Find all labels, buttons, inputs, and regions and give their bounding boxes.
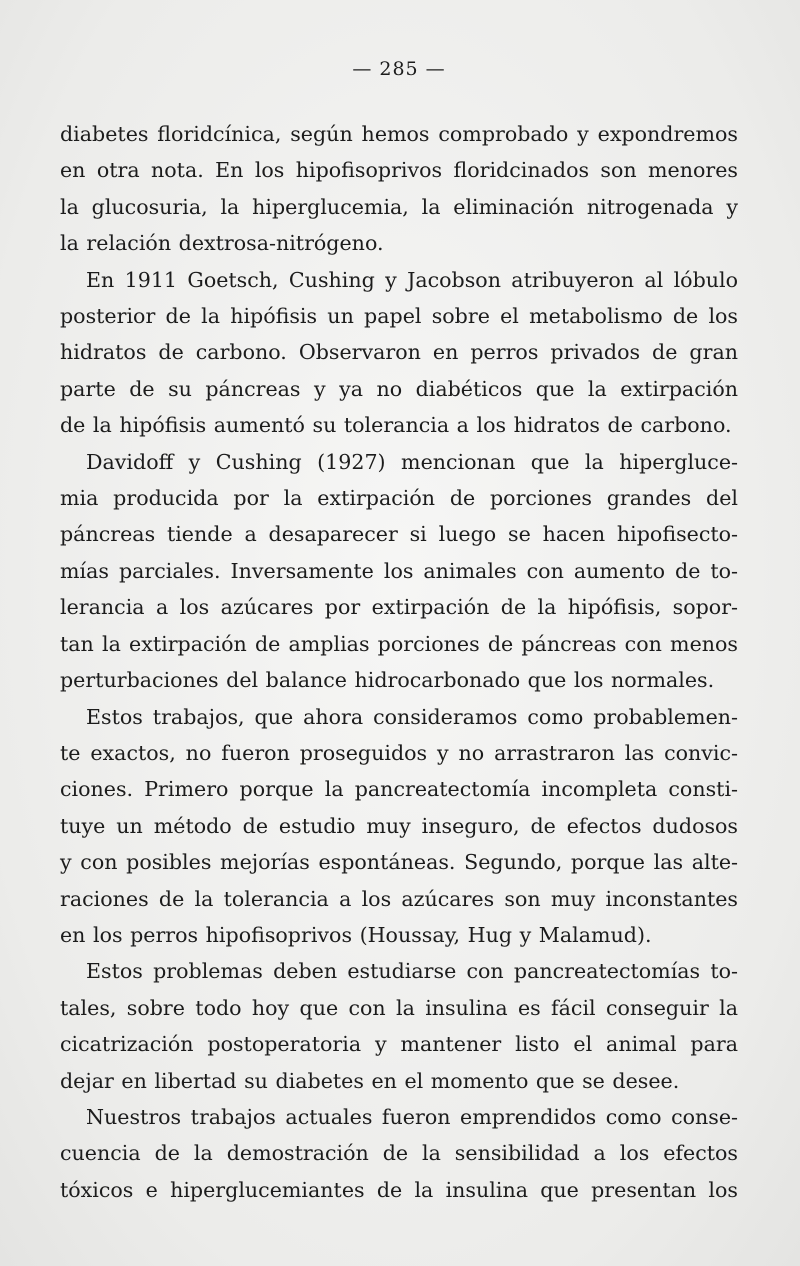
- text-line: hidratos de carbono. Observaron en perros privados de gran: [60, 340, 738, 365]
- text-line: y con posibles mejorías espontáneas. Segundo, porque las alte-: [60, 850, 738, 875]
- text-line: En 1911 Goetsch, Cushing y Jacobson atribuyeron al lóbulo: [86, 267, 738, 292]
- text-line: mia producida por la extirpación de porciones grandes del: [60, 486, 738, 511]
- text-line: tuye un método de estudio muy inseguro, de efectos dudosos: [60, 813, 738, 838]
- text-line: tóxicos e hiperglucemiantes de la insulina que presentan los: [60, 1177, 738, 1202]
- page-number: — 285 —: [352, 58, 446, 80]
- text-line: parte de su páncreas y ya no diabéticos que la extirpación: [60, 376, 738, 401]
- text-line: dejar en libertad su diabetes en el momento que se desee.: [60, 1068, 680, 1093]
- text-line: posterior de la hipófisis un papel sobre el metabolismo de los: [60, 304, 738, 329]
- text-line: Estos problemas deben estudiarse con pancreatectomías to-: [86, 959, 738, 984]
- text-line: tales, sobre todo hoy que con la insulina es fácil conseguir la: [60, 995, 738, 1020]
- body-text: [60, 116, 738, 1208]
- text-line: mías parciales. Inversamente los animales con aumento de to-: [60, 558, 738, 583]
- text-line: raciones de la tolerancia a los azúcares son muy inconstantes: [60, 886, 738, 911]
- text-line: cuencia de la demostración de la sensibilidad a los efectos: [60, 1141, 738, 1166]
- text-line: Davidoff y Cushing (1927) mencionan que la hipergluce-: [86, 449, 738, 474]
- text-line: en otra nota. En los hipofisoprivos floridcinados son menores: [60, 158, 738, 183]
- text-line: Nuestros trabajos actuales fueron emprendidos como conse-: [86, 1104, 738, 1129]
- text-line: Estos trabajos, que ahora consideramos como probablemen-: [86, 704, 738, 729]
- text-line: diabetes floridcínica, según hemos comprobado y expondremos: [60, 122, 738, 146]
- text-line: ciones. Primero porque la pancreatectomía incompleta consti-: [60, 777, 738, 802]
- text-line: de la hipófisis aumentó su tolerancia a los hidratos de carbono.: [60, 413, 732, 438]
- text-line: páncreas tiende a desaparecer si luego se hacen hipofisecto-: [60, 522, 738, 547]
- text-line: lerancia a los azúcares por extirpación de la hipófisis, sopor-: [60, 595, 738, 620]
- text-line: en los perros hipofisoprivos (Houssay, Hug y Malamud).: [60, 922, 652, 947]
- text-line: la glucosuria, la hiperglucemia, la eliminación nitrogenada y: [60, 194, 738, 219]
- text-line: tan la extirpación de amplias porciones de páncreas con menos: [60, 631, 738, 656]
- text-line: perturbaciones del balance hidrocarbonado que los normales.: [60, 668, 715, 693]
- text-line: cicatrización postoperatoria y mantener listo el animal para: [60, 1032, 738, 1057]
- text-line: te exactos, no fueron proseguidos y no arrastraron las convic-: [60, 740, 738, 765]
- text-line: la relación dextrosa-nitrógeno.: [60, 231, 384, 256]
